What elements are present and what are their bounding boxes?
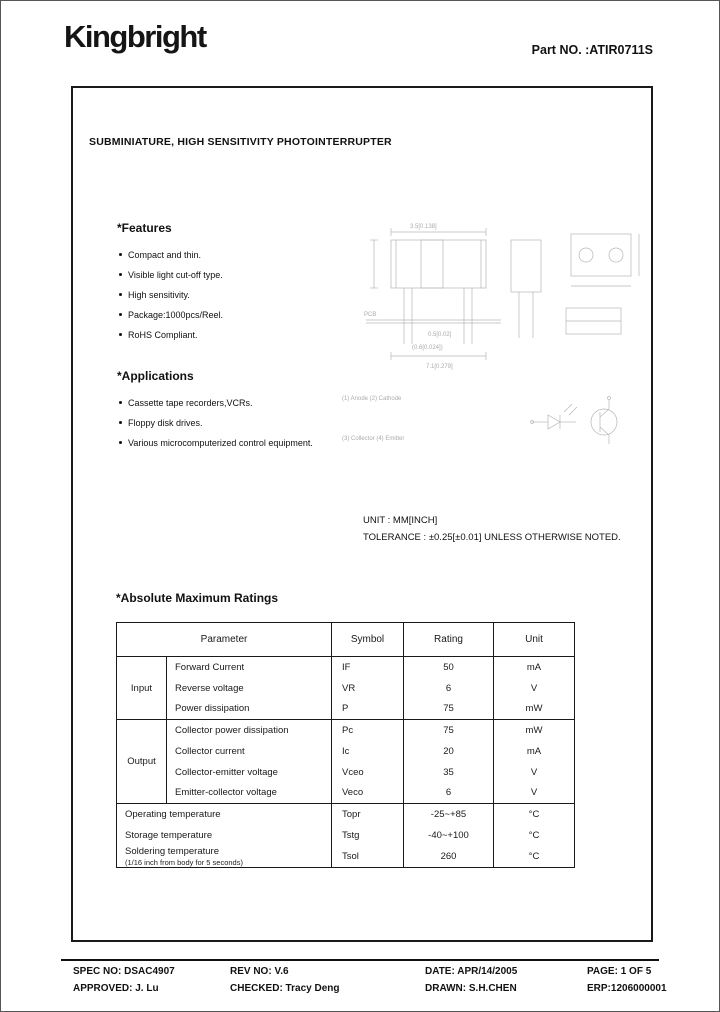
applications-list [118, 393, 313, 453]
param-cell [117, 846, 332, 868]
rating-cell: 35 [404, 762, 494, 783]
dim-label: 0.5[0.02] [428, 332, 452, 338]
application-text: Various microcomputerized control equipment. [128, 438, 313, 448]
table-row [117, 720, 575, 741]
feature-item [118, 245, 223, 265]
application-text: Floppy disk drives. [128, 418, 203, 428]
rating-cell: 6 [404, 783, 494, 804]
ratings-heading: *Absolute Maximum Ratings [116, 591, 279, 605]
erp-number: ERP:1206000001 [587, 983, 667, 994]
application-item [118, 393, 313, 413]
unit-cell: V [494, 762, 575, 783]
content-frame [71, 86, 653, 942]
unit-cell: mW [494, 720, 575, 741]
unit-cell: mW [494, 699, 575, 720]
checked-by: CHECKED: Tracy Deng [230, 983, 340, 994]
param-cell: Collector power dissipation [167, 720, 332, 741]
rating-cell: -40~+100 [404, 825, 494, 846]
unit-cell: V [494, 783, 575, 804]
drawn-by: DRAWN: S.H.CHEN [425, 983, 517, 994]
spec-no: SPEC NO: DSAC4907 [73, 966, 175, 977]
part-number: Part NO. :ATIR0711S [531, 43, 653, 57]
param-cell: Reverse voltage [167, 678, 332, 699]
dim-label: 3.5[0.138] [410, 224, 437, 230]
feature-item [118, 325, 223, 345]
feature-text: Package:1000pcs/Reel. [128, 310, 224, 320]
kingbright-logo: Kingbright [64, 19, 206, 54]
group-label: Output [117, 720, 167, 804]
table-row [117, 762, 575, 783]
column-header: Rating [404, 623, 494, 657]
symbol-cell: P [332, 699, 404, 720]
application-item [118, 413, 313, 433]
rating-cell: 50 [404, 657, 494, 678]
symbol-cell: Tsol [332, 846, 404, 868]
rating-cell: 6 [404, 678, 494, 699]
features-heading: *Features [117, 221, 172, 235]
feature-item [118, 265, 223, 285]
absolute-maximum-ratings-table [116, 622, 575, 868]
column-header: Symbol [332, 623, 404, 657]
unit-cell: °C [494, 846, 575, 868]
symbol-cell: Tstg [332, 825, 404, 846]
column-header: Unit [494, 623, 575, 657]
pin-note: (1) Anode (2) Cathode [342, 396, 402, 402]
pin-note: (3) Collector (4) Emitter [342, 436, 405, 442]
approved-by: APPROVED: J. Lu [73, 983, 159, 994]
param-cell: Forward Current [167, 657, 332, 678]
symbol-cell: VR [332, 678, 404, 699]
pcb-label: PCB [364, 312, 377, 318]
unit-cell: °C [494, 825, 575, 846]
rating-cell: 260 [404, 846, 494, 868]
table-row [117, 783, 575, 804]
feature-text: High sensitivity. [128, 290, 190, 300]
param-cell: Collector current [167, 741, 332, 762]
symbol-cell: Pc [332, 720, 404, 741]
dim-label: (0.6[0.024]) [412, 345, 443, 351]
drawing-labels [342, 224, 453, 442]
table-row [117, 825, 575, 846]
param-cell: Collector-emitter voltage [167, 762, 332, 783]
document-title: SUBMINIATURE, HIGH SENSITIVITY PHOTOINTERRUPTER [89, 136, 392, 148]
tolerance-note: TOLERANCE : ±0.25[±0.01] UNLESS OTHERWISE NOTED. [363, 532, 621, 543]
param-cell: Emitter-collector voltage [167, 783, 332, 804]
feature-text: Compact and thin. [128, 250, 202, 260]
rating-cell: 20 [404, 741, 494, 762]
feature-item [118, 305, 223, 325]
table-row [117, 678, 575, 699]
unit-cell: mA [494, 657, 575, 678]
table-row [117, 699, 575, 720]
technical-drawing [336, 216, 646, 476]
applications-heading: *Applications [117, 369, 194, 383]
param-cell: Operating temperature [117, 804, 332, 825]
symbol-cell: Veco [332, 783, 404, 804]
param-cell: Storage temperature [125, 829, 213, 841]
table-header-row [117, 623, 575, 657]
page-indicator: PAGE: 1 OF 5 [587, 966, 652, 977]
soldering-note: (1/16 inch from body for 5 seconds) [125, 857, 243, 867]
column-header: Parameter [200, 634, 248, 645]
table-row [117, 804, 575, 825]
param-cell: Power dissipation [167, 699, 332, 720]
feature-text: Visible light cut-off type. [128, 270, 223, 280]
application-text: Cassette tape recorders,VCRs. [128, 398, 253, 408]
footer-divider [61, 959, 659, 961]
symbol-cell: Vceo [332, 762, 404, 783]
symbol-cell: Topr [332, 804, 404, 825]
symbol-cell: Ic [332, 741, 404, 762]
group-label: Input [117, 657, 167, 720]
application-item [118, 433, 313, 453]
unit-cell: mA [494, 741, 575, 762]
unit-note: UNIT : MM[INCH] [363, 515, 438, 526]
drawing-lines [366, 228, 639, 444]
symbol-cell: IF [332, 657, 404, 678]
unit-cell: °C [494, 804, 575, 825]
rating-cell: 75 [404, 699, 494, 720]
table-row [117, 741, 575, 762]
unit-cell: V [494, 678, 575, 699]
feature-item [118, 285, 223, 305]
feature-text: RoHS Compliant. [128, 330, 198, 340]
rev-no: REV NO: V.6 [230, 966, 289, 977]
date: DATE: APR/14/2005 [425, 966, 518, 977]
features-list [118, 245, 223, 345]
param-text: Soldering temperature [125, 845, 219, 857]
rating-cell: -25~+85 [404, 804, 494, 825]
rating-cell: 75 [404, 720, 494, 741]
dim-label: 7.1[0.279] [426, 364, 453, 370]
table-row [117, 657, 575, 678]
table-row [117, 846, 575, 868]
